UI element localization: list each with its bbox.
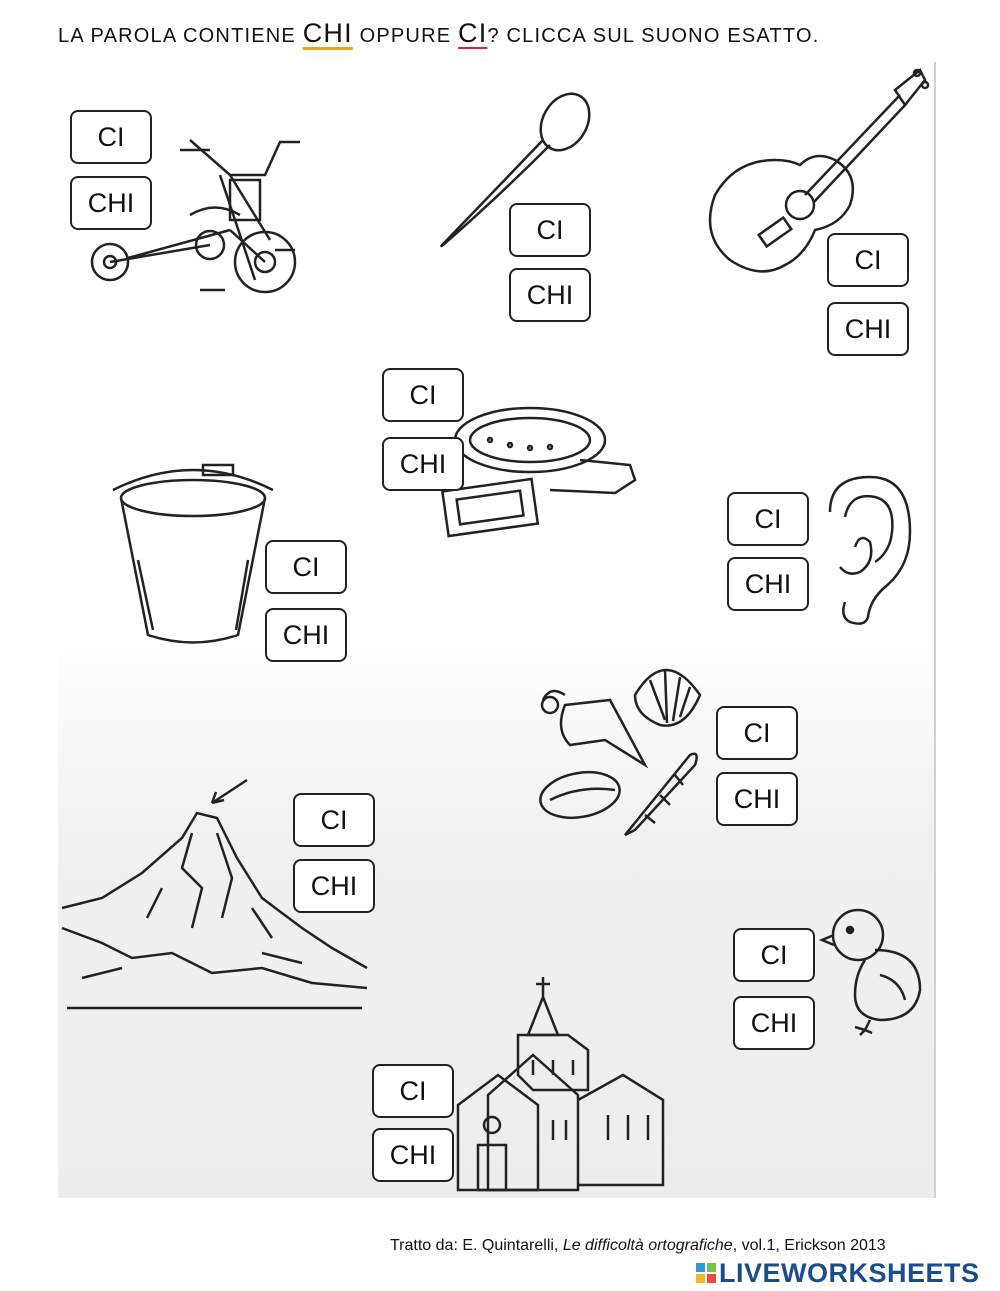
logo-blocks-icon [696, 1263, 716, 1283]
peak-ci-button[interactable]: CI [293, 793, 375, 847]
logo-text: LIVEWORKSHEETS [719, 1257, 980, 1288]
source-credit [390, 1237, 886, 1255]
credit-prefix: Tratto da: E. Quintarelli, [390, 1237, 563, 1254]
belt-chi-button[interactable]: CHI [382, 437, 464, 491]
shells-chi-button[interactable]: CHI [716, 772, 798, 826]
title-part-2: OPPURE [352, 25, 459, 47]
tricycle-chi-button[interactable]: CHI [70, 176, 152, 230]
ear-icon [810, 472, 915, 627]
church-chi-button[interactable]: CHI [372, 1128, 454, 1182]
bucket-chi-button[interactable]: CHI [265, 608, 347, 662]
chick-ci-button[interactable]: CI [733, 928, 815, 982]
ear-chi-button[interactable]: CHI [727, 557, 809, 611]
belt-ci-button[interactable]: CI [382, 368, 464, 422]
church-icon [458, 975, 668, 1195]
tricycle-ci-button[interactable]: CI [70, 110, 152, 164]
shells-ci-button[interactable]: CI [716, 706, 798, 760]
bucket-ci-button[interactable]: CI [265, 540, 347, 594]
liveworksheets-logo [696, 1258, 980, 1288]
peak-chi-button[interactable]: CHI [293, 859, 375, 913]
title-part-1: LA PAROLA CONTIENE [58, 25, 303, 47]
chick-icon [820, 905, 925, 1035]
shells-icon [525, 655, 715, 840]
chick-chi-button[interactable]: CHI [733, 996, 815, 1050]
title-chi: CHI [302, 18, 353, 48]
ear-ci-button[interactable]: CI [727, 492, 809, 546]
church-ci-button[interactable]: CI [372, 1064, 454, 1118]
spoon-chi-button[interactable]: CHI [509, 268, 591, 322]
credit-book-title: Le difficoltà ortografiche [562, 1237, 733, 1254]
instructions-title [58, 18, 819, 49]
bucket-icon [108, 460, 278, 650]
title-part-3: ? CLICCA SUL SUONO ESATTO. [487, 25, 820, 47]
guitar-ci-button[interactable]: CI [827, 233, 909, 287]
credit-suffix: , vol.1, Erickson 2013 [732, 1237, 886, 1254]
title-ci: CI [458, 18, 488, 48]
guitar-chi-button[interactable]: CHI [827, 302, 909, 356]
spoon-ci-button[interactable]: CI [509, 203, 591, 257]
